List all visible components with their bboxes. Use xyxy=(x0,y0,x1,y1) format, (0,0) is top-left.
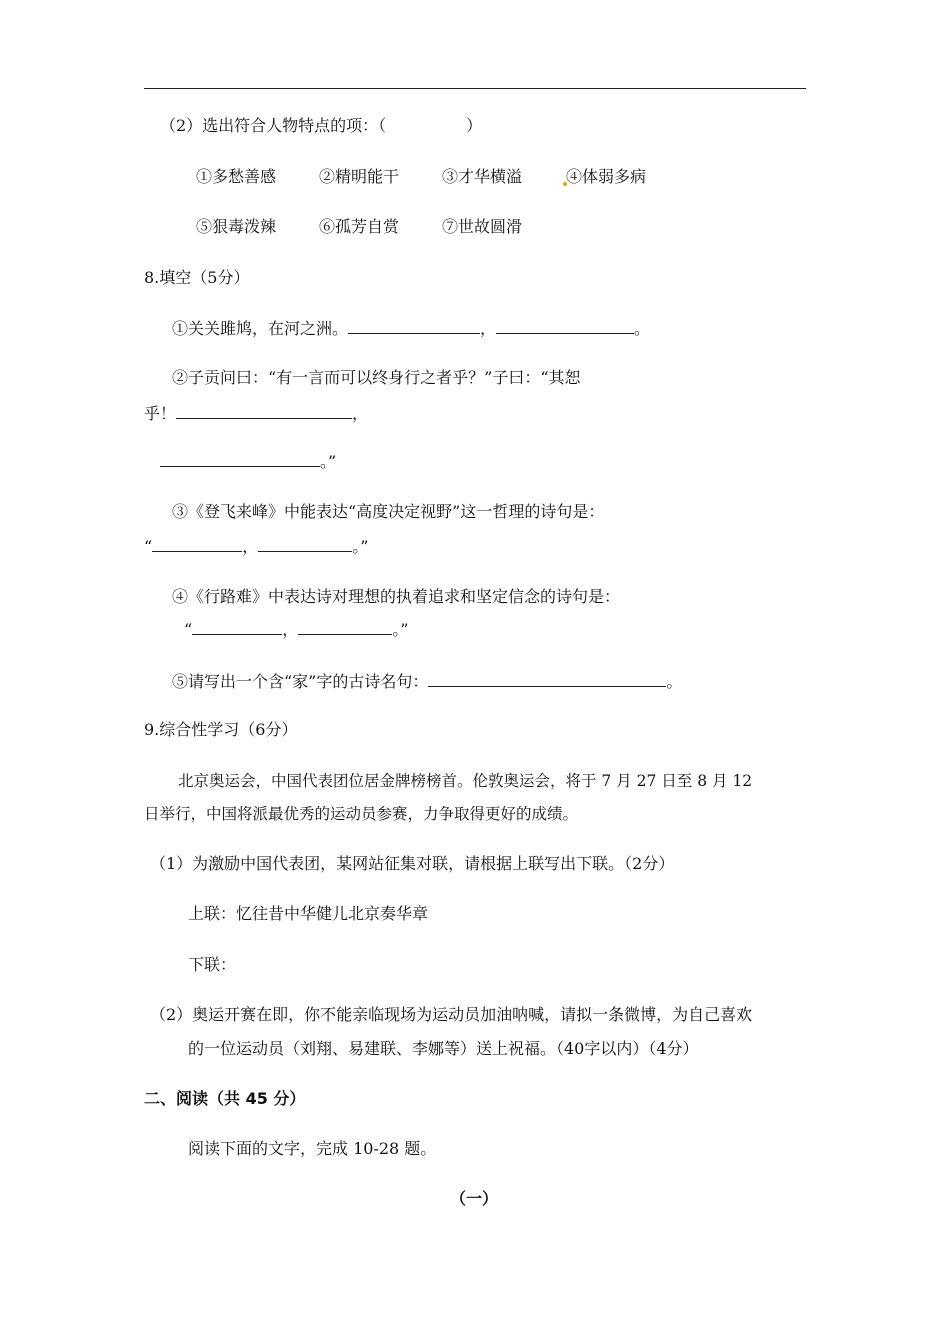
option-2: ②精明能干 xyxy=(319,167,400,186)
q9-sub2-line2: 的一位运动员（刘翔、易建联、李娜等）送上祝福。（40字以内）（4分） xyxy=(188,1039,699,1058)
q9-paragraph-line1: 北京奥运会，中国代表团位居金牌榜榜首。伦敦奥运会，将于 7 月 27 日至 8 月 12 xyxy=(178,772,753,790)
answer-blank[interactable] xyxy=(176,402,352,419)
header-rule xyxy=(144,88,806,89)
option-6: ⑥孤芳自赏 xyxy=(319,217,400,236)
q8-item-4-end: 。” xyxy=(392,620,409,639)
section-2-instruction: 阅读下面的文字，完成 10-28 题。 xyxy=(188,1139,437,1158)
answer-blank[interactable] xyxy=(428,670,666,687)
q8-item-2-comma: ， xyxy=(352,404,369,423)
option-4: ④体弱多病 xyxy=(566,167,647,186)
option-7: ⑦世故圆滑 xyxy=(442,217,523,236)
q8-item-5-end: 。 xyxy=(666,672,683,691)
section-2-title: 二、阅读（共 45 分） xyxy=(144,1089,306,1108)
answer-blank[interactable] xyxy=(496,317,634,334)
q9-title: 9.综合性学习（6分） xyxy=(144,720,298,739)
q8-item-4-comma: ， xyxy=(282,620,299,639)
q8-item-2-line1: ②子贡问曰：“有一言而可以终身行之者乎？”子曰：“其恕 xyxy=(172,368,581,387)
q9-sub1: （1）为激励中国代表团，某网站征集对联，请根据上联写出下联。（2分） xyxy=(150,854,675,873)
q8-item-5-text: ⑤请写出一个含“家”字的古诗名句： xyxy=(172,672,429,691)
q8-item-1-end: 。 xyxy=(634,319,651,338)
q8-item-1-text: ①关关雎鸠，在河之洲。 xyxy=(172,319,349,338)
q8-item-1-comma: ， xyxy=(480,319,497,338)
q9-sub2-line1: （2）奥运开赛在即，你不能亲临现场为运动员加油呐喊，请拟一条微博，为自己喜欢 xyxy=(150,1005,753,1024)
q8-item-5 xyxy=(172,670,682,693)
q8-title: 8.填空（5分） xyxy=(144,268,250,287)
answer-blank[interactable] xyxy=(192,618,282,635)
q8-item-1 xyxy=(172,317,650,340)
q8-item-4-open: “ xyxy=(184,620,193,639)
q8-item-2-line3 xyxy=(160,450,336,473)
q8-item-2-end: 。” xyxy=(320,452,337,471)
option-5: ⑤狠毒泼辣 xyxy=(196,217,277,236)
q8-item-3-line2 xyxy=(144,535,368,558)
answer-blank[interactable] xyxy=(258,535,352,552)
q8-item-2-start: 乎！ xyxy=(144,404,177,423)
option-3: ③才华横溢 xyxy=(442,167,523,186)
q8-item-2-line2 xyxy=(144,402,368,425)
q9-paragraph-line2: 日举行，中国将派最优秀的运动员参赛，力争取得更好的成绩。 xyxy=(144,805,579,823)
q8-item-3-open: “ xyxy=(144,537,153,556)
answer-blank[interactable] xyxy=(348,317,480,334)
answer-blank[interactable] xyxy=(298,618,392,635)
part-heading: （一） xyxy=(450,1189,499,1208)
q8-item-4-line1: ④《行路难》中表达诗对理想的执着追求和坚定信念的诗句是： xyxy=(172,587,621,606)
q7-2-prompt: （2）选出符合人物特点的项：（ ） xyxy=(160,116,483,135)
couplet-lower: 下联： xyxy=(188,955,237,974)
answer-blank[interactable] xyxy=(152,535,242,552)
q8-item-3-end: 。” xyxy=(352,537,369,556)
couplet-upper: 上联：忆往昔中华健儿北京奏华章 xyxy=(188,904,429,923)
answer-blank[interactable] xyxy=(160,450,320,467)
q8-item-3-line1: ③《登飞来峰》中能表达“高度决定视野”这一哲理的诗句是： xyxy=(172,502,605,521)
option-1: ①多愁善感 xyxy=(196,167,277,186)
q8-item-4-line2 xyxy=(184,618,408,641)
q8-item-3-comma: ， xyxy=(242,537,259,556)
